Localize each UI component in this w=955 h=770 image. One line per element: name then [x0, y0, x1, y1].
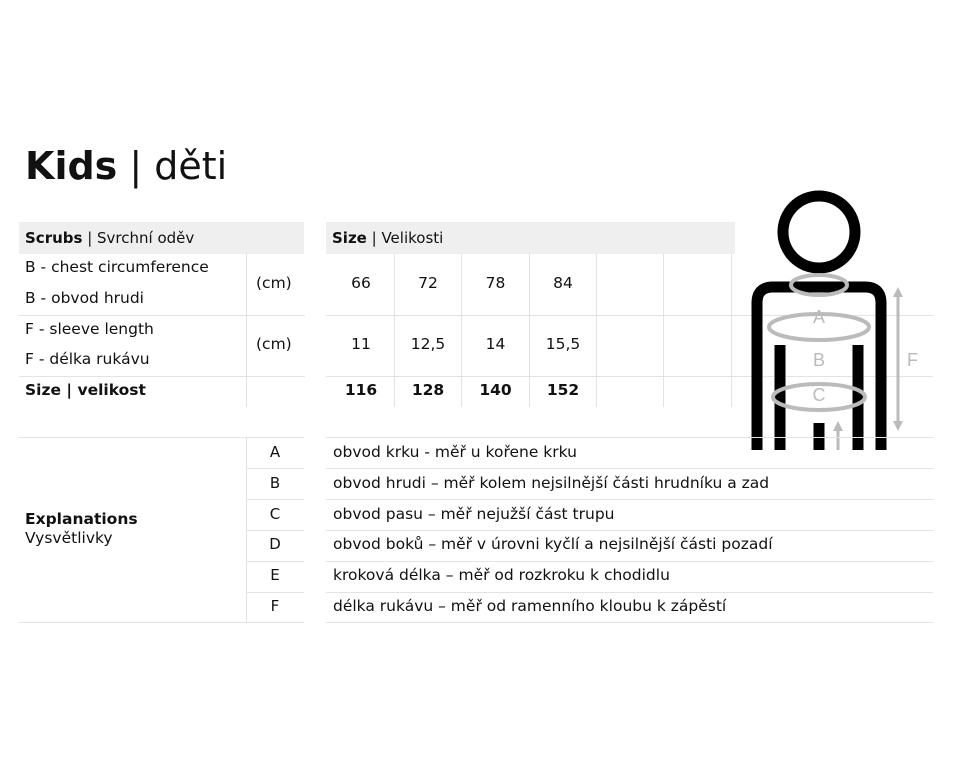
- size-row-label: Size | velikost: [25, 381, 146, 399]
- exp-letter: D: [269, 535, 281, 553]
- size-value: 140: [479, 381, 512, 399]
- exp-col-divider: [246, 437, 247, 623]
- exp-text: obvod hrudi – měř kolem nejsilnější části hrudníku a zad: [333, 474, 770, 492]
- arrow-down-icon: [893, 421, 903, 431]
- exp-letter: F: [270, 597, 280, 615]
- arrow-up-icon: [833, 421, 843, 431]
- chest-label-cz: B - obvod hrudi: [25, 289, 144, 307]
- chest-value: 84: [553, 274, 573, 292]
- col-divider: [663, 254, 664, 407]
- sleeve-value: 12,5: [410, 335, 446, 353]
- size-value: 152: [546, 381, 580, 399]
- exp-letter: B: [269, 474, 281, 492]
- exp-divider: [247, 468, 304, 469]
- title-rest: | děti: [117, 144, 228, 188]
- title-bold: Kids: [25, 144, 118, 188]
- figure-label-f: F: [907, 350, 918, 370]
- explanations-title: Explanations: [25, 510, 138, 528]
- row-divider: [19, 315, 305, 316]
- figure-label-b: B: [812, 350, 826, 370]
- sleeve-value: 14: [485, 335, 506, 353]
- scrubs-header: [19, 222, 304, 254]
- scrubs-header-rest: | Svrchní oděv: [82, 229, 195, 247]
- size-header-bold: Size: [332, 229, 367, 247]
- chest-unit: (cm): [256, 274, 292, 292]
- figure-label-c: C: [812, 385, 826, 405]
- exp-text: obvod krku - měř u kořene krku: [333, 443, 577, 461]
- chest-label-en: B - chest circumference: [25, 258, 209, 276]
- exp-letter: A: [269, 443, 281, 461]
- exp-divider: [326, 437, 933, 438]
- exp-divider: [247, 561, 304, 562]
- chest-value: 66: [351, 274, 371, 292]
- exp-divider: [247, 530, 304, 531]
- explanations-subtitle: Vysvětlivky: [25, 529, 113, 547]
- figure-label-a: A: [812, 307, 826, 327]
- exp-divider: [247, 499, 304, 500]
- arrow-up-icon: [893, 287, 903, 297]
- exp-divider: [326, 530, 933, 531]
- exp-divider: [326, 468, 933, 469]
- exp-text: obvod pasu – měř nejužší část trupu: [333, 505, 615, 523]
- scrubs-header-bold: Scrubs: [25, 229, 83, 247]
- exp-letter: E: [270, 566, 280, 584]
- size-value: 128: [411, 381, 445, 399]
- sleeve-label-en: F - sleeve length: [25, 320, 154, 338]
- body-measurement-figure: [735, 185, 935, 455]
- exp-divider: [326, 592, 933, 593]
- exp-divider: [247, 437, 304, 438]
- exp-divider: [19, 437, 247, 438]
- size-value: 116: [344, 381, 378, 399]
- chest-value: 72: [418, 274, 438, 292]
- exp-divider: [326, 561, 933, 562]
- head-outline: [783, 196, 855, 268]
- exp-divider: [247, 622, 304, 623]
- exp-divider: [19, 622, 247, 623]
- col-divider: [731, 254, 732, 407]
- page-title: [25, 140, 227, 192]
- sleeve-label-cz: F - délka rukávu: [25, 350, 150, 368]
- exp-letter: C: [269, 505, 281, 523]
- chest-value: 78: [485, 274, 506, 292]
- exp-text: délka rukávu – měř od ramenního kloubu k zápěstí: [333, 597, 727, 615]
- exp-divider: [326, 499, 933, 500]
- size-header: [326, 222, 735, 254]
- col-divider: [246, 254, 247, 407]
- sleeve-unit: (cm): [256, 335, 292, 353]
- exp-divider: [326, 622, 933, 623]
- exp-text: kroková délka – měř od rozkroku k chodidlu: [333, 566, 670, 584]
- exp-divider: [247, 592, 304, 593]
- row-divider: [19, 376, 305, 377]
- sleeve-value: 11: [351, 335, 371, 353]
- col-divider: [596, 254, 597, 407]
- size-header-rest: | Velikosti: [366, 229, 444, 247]
- sleeve-value: 15,5: [545, 335, 581, 353]
- exp-text: obvod boků – měř v úrovni kyčlí a nejsilnější části pozadí: [333, 535, 773, 553]
